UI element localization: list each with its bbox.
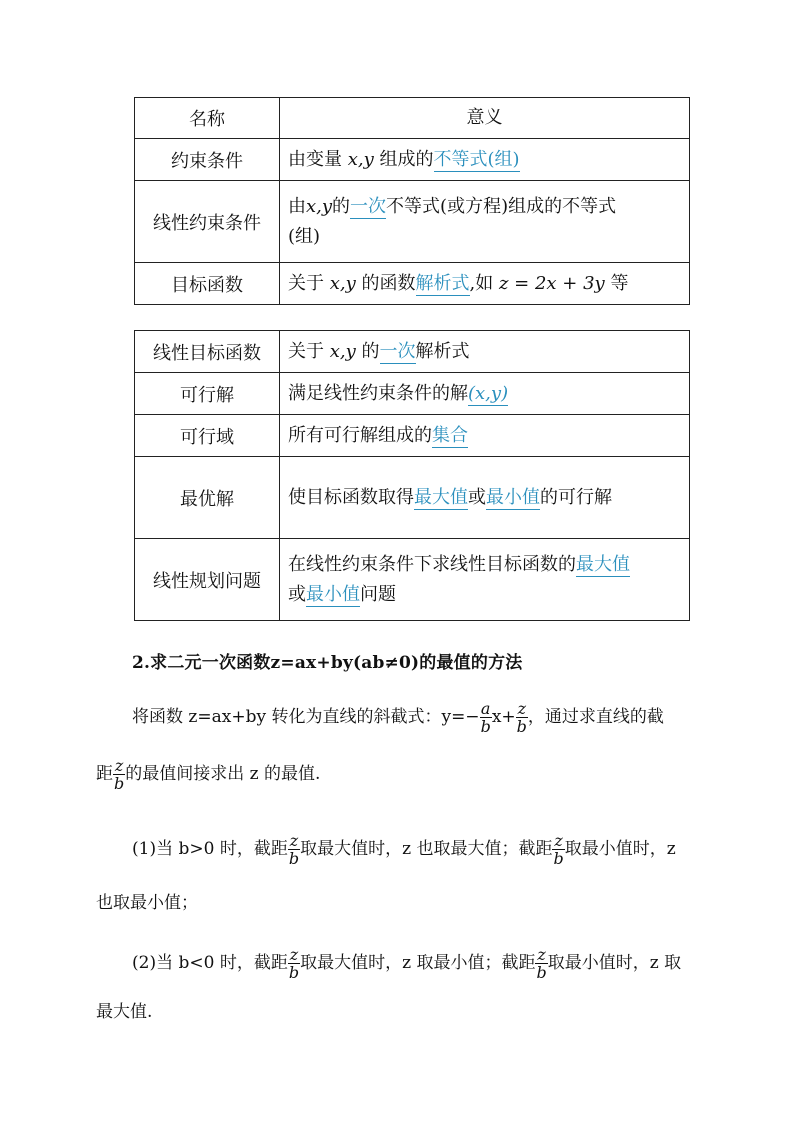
table-row <box>135 181 690 263</box>
term-cell: 最优解 <box>135 457 280 539</box>
case-2-line-2: 最大值. <box>96 1002 153 1022</box>
term-cell: 可行域 <box>135 415 280 457</box>
highlighted-term: 最小值 <box>306 583 360 605</box>
term-cell: 约束条件 <box>135 139 280 181</box>
highlighted-term: 最大值 <box>576 553 630 575</box>
table-row <box>135 331 690 373</box>
term-cell: 目标函数 <box>135 263 280 305</box>
table-row <box>135 263 690 305</box>
term-cell: 线性规划问题 <box>135 539 280 621</box>
fraction-z-over-b: $\frac{z}{b}$ <box>114 756 125 793</box>
header-name-cell: 名称 <box>135 98 280 139</box>
meaning-cell: 由x,y的一次不等式(或方程)组成的不等式 (组) <box>280 181 690 263</box>
table-header-row <box>135 98 690 139</box>
meaning-cell: 由变量 x,y 组成的不等式(组) <box>280 139 690 181</box>
table-row <box>135 139 690 181</box>
definition-table-2 <box>134 330 690 621</box>
fraction-z-over-b: $\frac{z}{b}$ <box>288 831 300 868</box>
highlighted-term: 集合 <box>432 424 468 446</box>
table-row <box>135 415 690 457</box>
highlighted-term: 一次 <box>379 340 416 362</box>
fraction-z-over-b: $\frac{z}{b}$ <box>516 699 527 736</box>
case-2-line-1: (2)当 b<0 时，截距 $\frac{z}{b}$ 取最大值时，z 取最小值；截距 $\frac{z}{b}$ 取最小值时，z 取 <box>132 945 682 982</box>
term-cell: 线性约束条件 <box>135 181 280 263</box>
highlighted-term: (x,y) <box>468 382 509 404</box>
fraction-z-over-b: $\frac{z}{b}$ <box>553 831 564 868</box>
case-1-line-1: (1)当 b>0 时，截距 $\frac{z}{b}$ 取最大值时，z 也取最大值；截距 $\frac{z}{b}$ 取最小值时，z <box>132 831 676 868</box>
table-row <box>135 539 690 621</box>
meaning-cell: 关于 x,y 的函数解析式,如 z = 2x + 3y 等 <box>280 263 690 305</box>
term-cell: 可行解 <box>135 373 280 415</box>
meaning-cell: 满足线性约束条件的解(x,y) <box>280 373 690 415</box>
highlighted-term: 最小值 <box>486 486 540 508</box>
case-1-line-2: 也取最小值； <box>96 893 198 913</box>
header-meaning-cell: 意义 <box>280 98 690 139</box>
section-heading: 2.求二元一次函数z=ax+by(ab≠0)的最值的方法 <box>132 653 523 673</box>
table-row <box>135 373 690 415</box>
meaning-cell: 关于 x,y 的一次解析式 <box>280 331 690 373</box>
highlighted-term: 最大值 <box>414 486 468 508</box>
fraction-z-over-b: $\frac{z}{b}$ <box>288 945 300 982</box>
paragraph-1-line-1: 将函数 z=ax+by 转化为直线的斜截式：y=− $\frac{a}{b}$ x+ $\frac{z}{b}$ ，通过求直线的截 <box>132 699 664 736</box>
highlighted-term: 解析式 <box>415 272 470 294</box>
highlighted-term: 不等式(组) <box>433 148 520 170</box>
formula: z = 2x + 3y <box>498 272 605 294</box>
highlighted-term: 一次 <box>350 195 387 217</box>
definition-table-1 <box>134 97 690 305</box>
table-row <box>135 457 690 539</box>
fraction-z-over-b: $\frac{z}{b}$ <box>536 945 547 982</box>
meaning-cell: 使目标函数取得最大值或最小值的可行解 <box>280 457 690 539</box>
term-cell: 线性目标函数 <box>135 331 280 373</box>
fraction-a-over-b: $\frac{a}{b}$ <box>480 699 491 736</box>
meaning-cell: 所有可行解组成的集合 <box>280 415 690 457</box>
paragraph-1-line-2: 距 $\frac{z}{b}$ 的最值间接求出 z 的最值. <box>96 756 321 793</box>
meaning-cell: 在线性约束条件下求线性目标函数的最大值 或最小值问题 <box>280 539 690 621</box>
